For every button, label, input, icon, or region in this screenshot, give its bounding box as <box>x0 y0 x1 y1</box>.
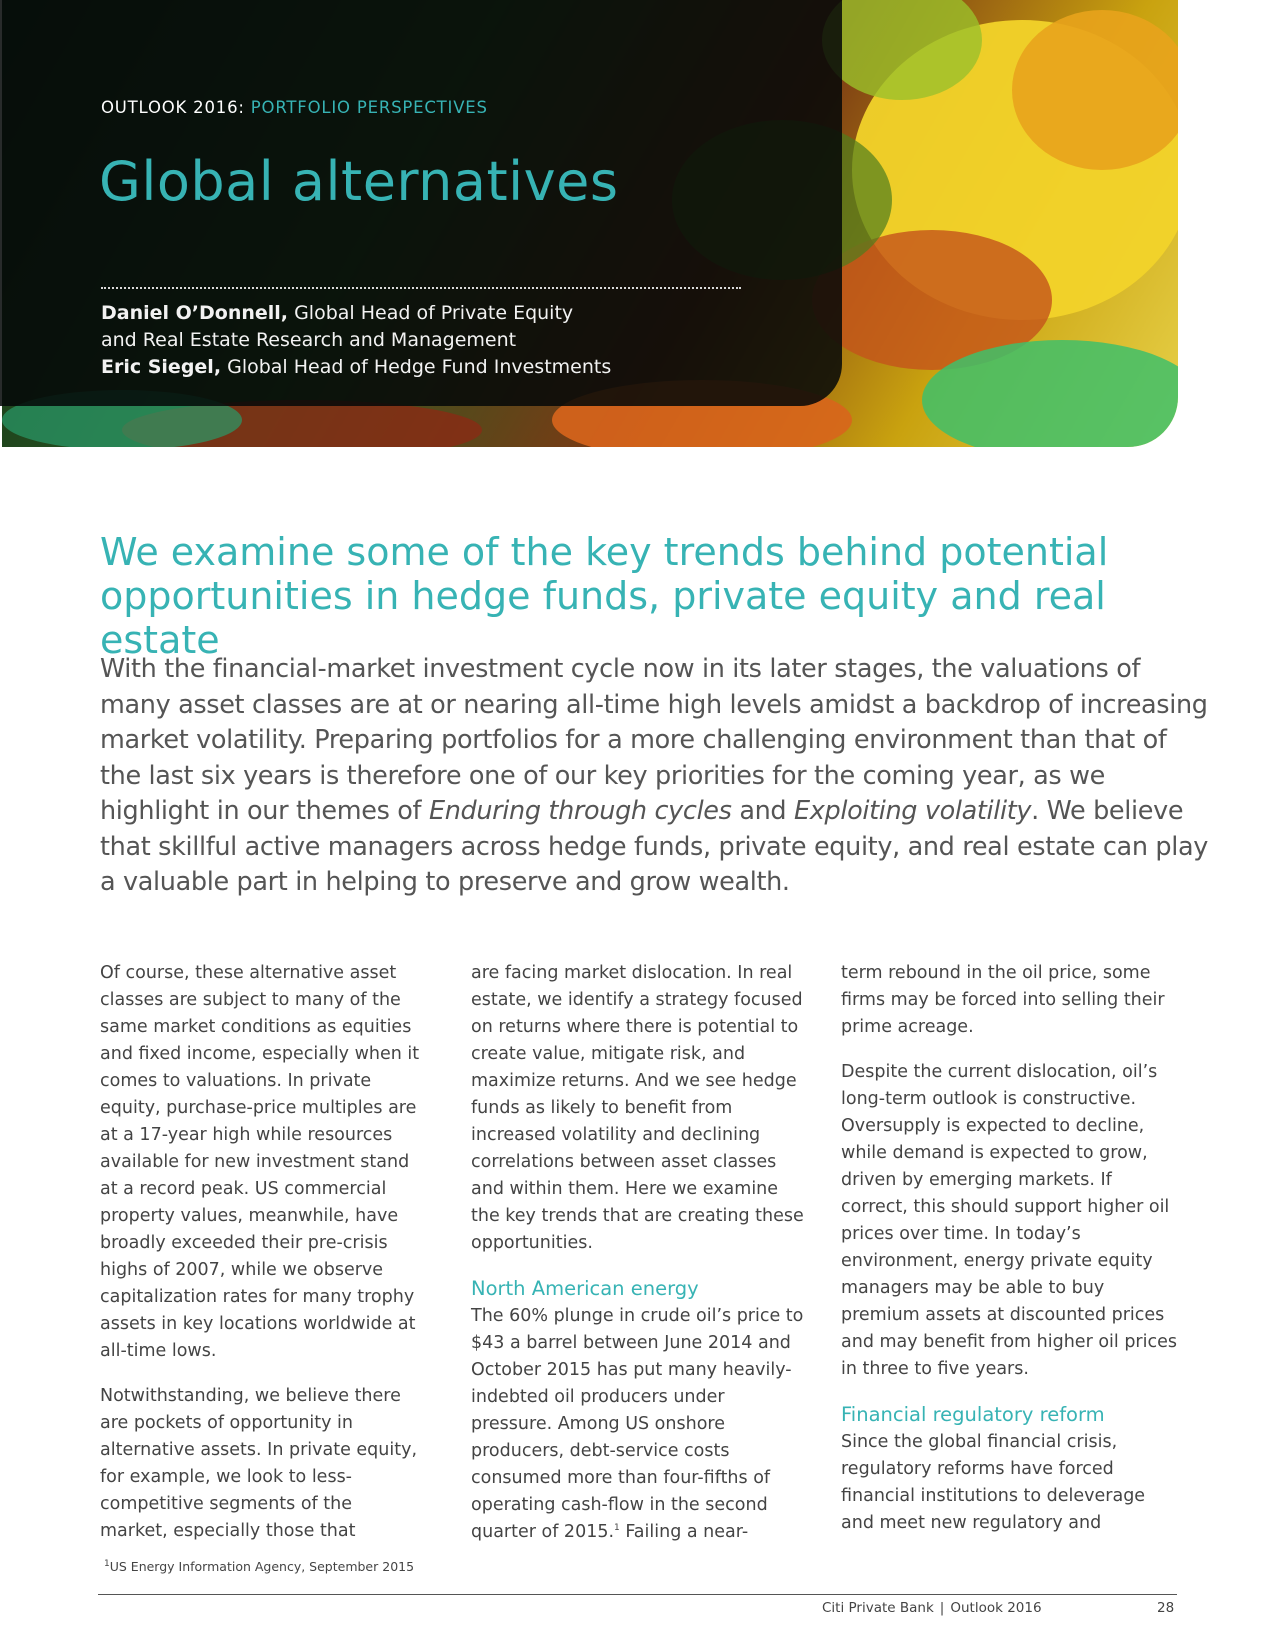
page-number: 28 <box>1157 1600 1175 1616</box>
body-paragraph: The 60% plunge in crude oil’s price to $43 a barrel between June 2014 and October 2015 has put many heavily-indebted oil producers under pressure. Among US onshore producers, debt-service costs consumed more than four-fifths of operating cash-flow in the second quarter of 2015.$^1$ Failing a near- <box>471 1306 804 1542</box>
body-column-2 <box>471 960 811 1564</box>
body-paragraph: are facing market dislocation. In real estate, we identify a strategy focused on returns where there is potential to create value, mitigate risk, and maximize returns. And we see hedge funds as likely to benefit from increased volatility and declining correlations between asset classes and within them. Here we examine the key trends that are creating these opportunities. <box>471 963 804 1253</box>
footer-rule <box>98 1594 1177 1595</box>
author-credits <box>101 300 611 381</box>
author-role: and Real Estate Research and Management <box>101 329 517 351</box>
page-title: Global alternatives <box>99 150 619 213</box>
series-overline: OUTLOOK 2016: PORTFOLIO PERSPECTIVES <box>101 98 488 117</box>
dotted-divider <box>101 287 741 289</box>
author-name: Eric Siegel, <box>101 356 222 378</box>
footnote-marker: 1 <box>614 1523 620 1534</box>
author-role: Global Head of Private Equity <box>294 302 574 324</box>
author-role: Global Head of Hedge Fund Investments <box>227 356 612 378</box>
footer-brand: Citi Private Bank | Outlook 2016 <box>822 1600 1042 1616</box>
article-headline: We examine some of the key trends behind potential opportunities in hedge funds, private equity and real estate <box>100 530 1109 662</box>
author-name: Daniel O’Donnell, <box>101 302 289 324</box>
hero-title-panel <box>0 0 842 406</box>
body-column-3 <box>841 960 1181 1555</box>
body-paragraph: Of course, these alternative asset classes are subject to many of the same market conditions as equities and fixed income, especially when it comes to valuations. In private equity, purchase-price multiples are at a 17-year high while resources available for new investment stand at a record peak. US commercial property values, meanwhile, have broadly exceeded their pre-crisis highs of 2007, while we observe capitalization rates for many trophy assets in key locations worldwide at all-time lows. <box>100 963 420 1361</box>
section-heading-north-american-energy: North American energy <box>471 1277 699 1300</box>
body-paragraph: Since the global financial crisis, regulatory reforms have forced financial institutions to deleverage and meet new regulatory and <box>841 1432 1146 1533</box>
lead-paragraph: With the financial-market investment cycle now in its later stages, the valuations of many asset classes are at or nearing all-time high levels amidst a backdrop of increasing market volatility. Preparing portfolios for a more challenging environment than that of the last six years is therefore one of our key priorities for the coming year, as we highlight in our themes of Enduring through cycles and Exploiting volatility. We believe that skillful active managers across hedge funds, private equity, and real estate can play a valuable part in helping to preserve and grow wealth. <box>100 654 1208 897</box>
body-paragraph: term rebound in the oil price, some firms may be forced into selling their prime acreage. <box>841 963 1165 1037</box>
section-heading-financial-regulatory-reform: Financial regulatory reform <box>841 1403 1105 1426</box>
footnote: $^1$US Energy Information Agency, September 2015 <box>104 1558 415 1574</box>
body-paragraph: Notwithstanding, we believe there are pockets of opportunity in alternative assets. In private equity, for example, we look to less-competitive segments of the market, especially those that <box>100 1386 418 1541</box>
body-column-1 <box>100 960 425 1563</box>
body-paragraph: Despite the current dislocation, oil’s long-term outlook is constructive. Oversupply is expected to decline, while demand is expected to grow, driven by emerging markets. If correct, this should support higher oil prices over time. In today’s environment, energy private equity managers may be able to buy premium assets at discounted prices and may benefit from higher oil prices in three to five years. <box>841 1062 1177 1379</box>
